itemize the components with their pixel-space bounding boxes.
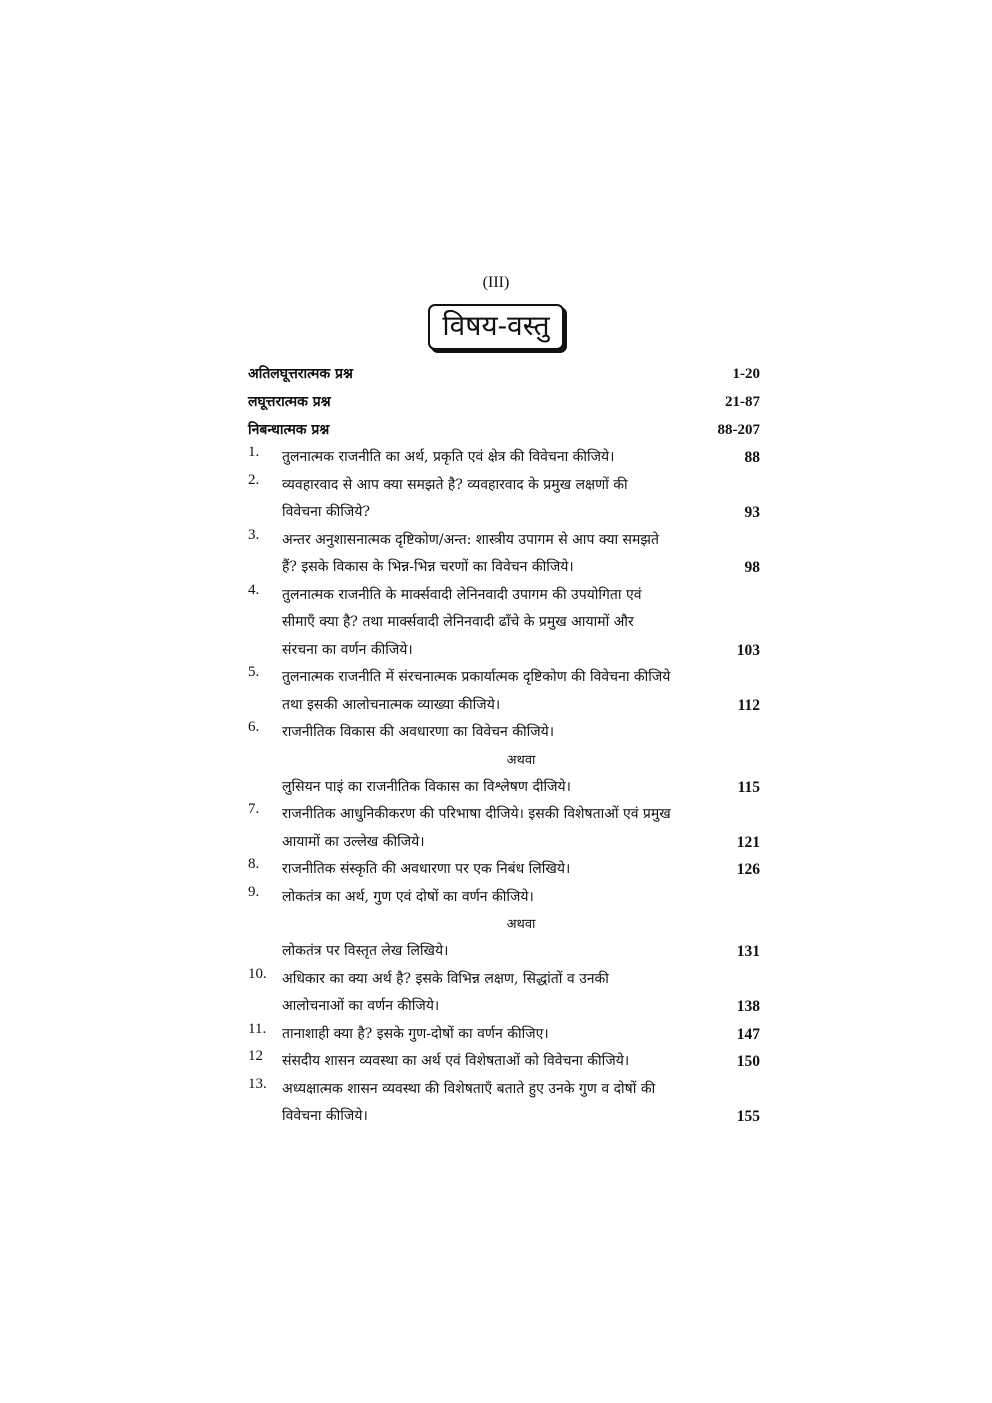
section-label: लघूत्तरात्मक प्रश्न: [248, 394, 331, 410]
item-number: 12: [248, 1048, 263, 1064]
item-number: 8.: [248, 856, 260, 872]
item-number: 11.: [248, 1020, 267, 1037]
item-text: सीमाएँ क्या है? तथा मार्क्सवादी लेनिनवादी ढाँचे के प्रमुख आयामों और: [282, 614, 634, 630]
section-row[interactable]: [248, 360, 760, 388]
toc-item[interactable]: [248, 884, 760, 966]
toc-item[interactable]: [248, 856, 760, 884]
item-text: लोकतंत्र का अर्थ, गुण एवं दोषों का वर्णन कीजिये।: [282, 888, 534, 905]
page-number: (III): [482, 274, 510, 291]
item-text: आयामों का उल्लेख कीजिये।: [282, 833, 425, 850]
item-number: 7.: [248, 801, 260, 817]
toc-item[interactable]: [248, 664, 760, 719]
item-number: 13.: [248, 1075, 267, 1092]
item-text: हैं? इसके विकास के भिन्न-भिन्न चरणों का विवेचन कीजिये।: [282, 559, 574, 575]
item-page: 147: [736, 1025, 760, 1043]
item-number: 2.: [248, 471, 260, 488]
item-number: 6.: [248, 719, 260, 735]
item-text: अधिकार का क्या अर्थ है? इसके विभिन्न लक्षण, सिद्धांतों व उनकी: [282, 970, 609, 987]
item-alt-text: लोकतंत्र पर विस्तृत लेख लिखिये।: [282, 943, 449, 959]
item-page: 115: [737, 778, 760, 796]
item-text: तुलनात्मक राजनीति में संरचनात्मक प्रकार्यात्मक दृष्टिकोण की विवेचना कीजिये: [282, 669, 671, 685]
item-text: विवेचना कीजिये?: [282, 504, 370, 520]
item-number: 1.: [248, 444, 260, 460]
toc-item[interactable]: [248, 801, 760, 856]
section-pages: 1-20: [732, 366, 760, 382]
item-page: 150: [736, 1053, 760, 1070]
item-text: व्यवहारवाद से आप क्या समझते है? व्यवहारवाद के प्रमुख लक्षणों की: [282, 476, 628, 493]
item-text: तानाशाही क्या है? इसके गुण-दोषों का वर्णन कीजिए।: [282, 1025, 549, 1042]
item-page: 103: [736, 641, 760, 659]
page-title: विषय-वस्तु: [428, 304, 563, 350]
toc-item[interactable]: [248, 966, 760, 1021]
item-text: तुलनात्मक राजनीति के मार्क्सवादी लेनिनवादी उपागम की उपयोगिता एवं: [282, 586, 642, 603]
item-text: अध्यक्षात्मक शासन व्यवस्था की विशेषताएँ बताते हुए उनके गुण व दोषों की: [282, 1080, 656, 1097]
item-text: अन्तर अनुशासनात्मक दृष्टिकोण/अन्त: शास्त्रीय उपागम से आप क्या समझते: [282, 531, 659, 548]
item-page: 131: [736, 943, 760, 960]
or-separator: अथवा: [506, 917, 536, 932]
section-row[interactable]: [248, 388, 760, 416]
item-alt-text: लुसियन पाइं का राजनीतिक विकास का विश्लेषण दीजिये।: [282, 778, 571, 795]
item-text: संरचना का वर्णन कीजिये।: [282, 641, 413, 658]
item-page: 138: [736, 998, 760, 1015]
item-text: तथा इसकी आलोचनात्मक व्याख्या कीजिये।: [282, 696, 501, 713]
toc-item[interactable]: [248, 719, 760, 801]
or-separator: अथवा: [506, 752, 536, 768]
toc-item[interactable]: [248, 1076, 760, 1131]
section-row[interactable]: [248, 416, 760, 444]
item-text: राजनीतिक संस्कृति की अवधारणा पर एक निबंध लिखिये।: [282, 861, 571, 877]
table-of-contents: [248, 360, 760, 1131]
title-wrapper: [0, 304, 992, 350]
toc-item[interactable]: [248, 527, 760, 582]
toc-item[interactable]: [248, 472, 760, 527]
item-text: विवेचना कीजिये।: [282, 1108, 368, 1124]
section-label: अतिलघूत्तरात्मक प्रश्न: [248, 366, 353, 382]
item-text: आलोचनाओं का वर्णन कीजिये।: [282, 998, 440, 1014]
item-page: 121: [736, 833, 760, 851]
item-number: 4.: [248, 581, 260, 598]
section-pages: 21-87: [725, 394, 760, 410]
section-label: निबन्धात्मक प्रश्न: [248, 422, 330, 438]
item-page: 88: [744, 449, 760, 466]
item-text: संसदीय शासन व्यवस्था का अर्थ एवं विशेषताओं को विवेचना कीजिये।: [282, 1053, 630, 1069]
item-page: 126: [736, 861, 760, 878]
item-text: राजनीतिक विकास की अवधारणा का विवेचन कीजिये।: [282, 724, 555, 740]
toc-item[interactable]: [248, 1021, 760, 1049]
section-pages: 88-207: [717, 422, 760, 438]
item-page: 155: [736, 1108, 760, 1125]
toc-item[interactable]: [248, 582, 760, 665]
item-number: 5.: [248, 664, 260, 680]
toc-item[interactable]: [248, 444, 760, 472]
item-number: 3.: [248, 526, 260, 543]
item-number: 10.: [248, 965, 267, 982]
item-page: 98: [744, 559, 760, 576]
item-text: राजनीतिक आधुनिकीकरण की परिभाषा दीजिये। इसकी विशेषताओं एवं प्रमुख: [282, 806, 671, 822]
item-page: 112: [737, 696, 760, 714]
toc-item[interactable]: [248, 1048, 760, 1076]
item-number: 9.: [248, 883, 260, 900]
item-page: 93: [744, 504, 760, 521]
item-text: तुलनात्मक राजनीति का अर्थ, प्रकृति एवं क्षेत्र की विवेचना कीजिये।: [282, 449, 615, 465]
